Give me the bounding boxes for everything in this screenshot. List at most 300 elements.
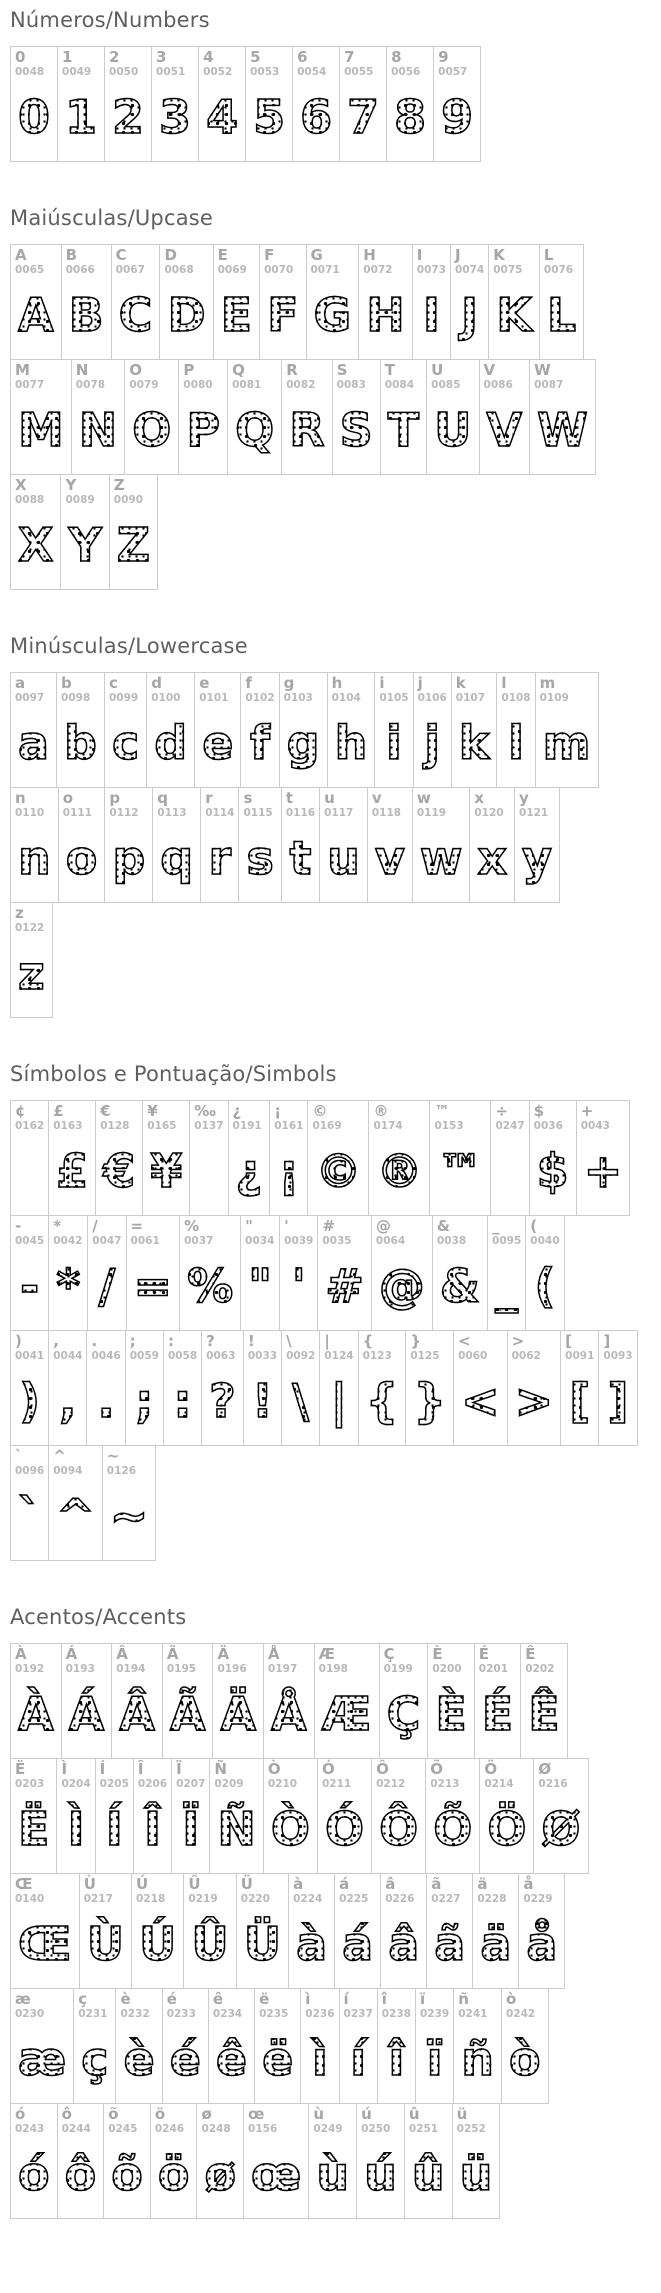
dotted-glyph: Ñ	[217, 1802, 256, 1856]
char-code: 0034	[245, 1235, 275, 1247]
char-row	[10, 672, 599, 788]
char-label: ¿	[232, 1102, 242, 1120]
char-label: W	[534, 361, 551, 379]
glyph-cell	[61, 475, 109, 589]
glyph-box	[184, 1248, 236, 1324]
char-label: j	[417, 674, 423, 692]
glyph-cell	[359, 245, 413, 359]
char-label: _	[492, 1217, 500, 1235]
dotted-glyph: Œ	[18, 1917, 72, 1971]
char-code: 0226	[385, 1893, 415, 1905]
char-label: O	[129, 361, 143, 379]
dotted-glyph: á	[342, 1917, 374, 1971]
dotted-glyph: ™	[437, 1144, 484, 1198]
char-label: Ú	[136, 1875, 149, 1893]
glyph-box	[91, 1363, 120, 1439]
char-code: 0163	[53, 1120, 83, 1132]
char-code: 0052	[203, 66, 233, 78]
glyph-cell	[132, 1874, 184, 1988]
char-code: 0251	[408, 2123, 439, 2135]
glyph-box	[65, 507, 104, 583]
char-label: V	[483, 361, 496, 379]
glyph-cell	[282, 1331, 320, 1445]
glyph-cell	[228, 360, 282, 474]
glyph-cell	[427, 360, 479, 474]
char-row	[10, 1758, 589, 1874]
char-label: ñ	[458, 1990, 469, 2008]
char-label: g	[283, 674, 295, 692]
char-label: È	[432, 1645, 443, 1663]
glyph-box	[62, 79, 100, 155]
glyph-box	[525, 1676, 562, 1752]
glyph-box	[420, 2021, 449, 2097]
char-row	[10, 474, 158, 590]
dotted-glyph: y	[522, 831, 553, 885]
char-code: 0059	[129, 1350, 159, 1362]
glyph-box	[120, 2021, 157, 2097]
char-code: 0239	[420, 2008, 450, 2020]
char-label: ¡	[274, 1102, 282, 1120]
glyph-box	[214, 1791, 259, 1867]
char-code: 0210	[267, 1778, 298, 1790]
char-label: H	[363, 246, 376, 264]
char-code: 0227	[431, 1893, 461, 1905]
char-code: 0070	[264, 264, 294, 276]
char-label: ^	[53, 1447, 66, 1465]
char-code: 0080	[183, 379, 213, 391]
char-code: 0090	[113, 494, 144, 506]
dotted-glyph: +	[583, 1144, 623, 1198]
char-label: m	[539, 674, 556, 692]
char-code: 0200	[432, 1663, 462, 1675]
glyph-box	[15, 820, 54, 896]
glyph-box	[15, 79, 53, 155]
glyph-cell	[282, 360, 332, 474]
char-code: 0103	[283, 692, 313, 704]
dotted-glyph: È	[435, 1687, 467, 1741]
dotted-glyph: d	[154, 716, 188, 770]
char-label: =	[130, 1217, 144, 1235]
glyph-cell	[260, 245, 306, 359]
dotted-glyph: r	[208, 831, 232, 885]
dotted-glyph: S	[339, 403, 373, 457]
char-label: +	[580, 1102, 594, 1120]
char-label: P	[183, 361, 195, 379]
char-table	[10, 244, 661, 590]
char-code: 0199	[383, 1663, 413, 1675]
dotted-glyph: Ö	[487, 1802, 527, 1856]
glyph-cell	[480, 1759, 534, 1873]
dotted-glyph: B	[68, 288, 104, 342]
char-code: 0053	[250, 66, 280, 78]
glyph-cell	[428, 1644, 474, 1758]
glyph-box	[63, 820, 101, 896]
dotted-glyph: Æ	[321, 1687, 372, 1741]
glyph-box	[109, 79, 147, 155]
char-label: y	[519, 789, 529, 807]
glyph-cell	[413, 788, 471, 902]
glyph-cell	[57, 673, 105, 787]
glyph-box	[147, 1133, 185, 1209]
dotted-glyph: C	[118, 288, 153, 342]
dotted-glyph: ç	[81, 2032, 109, 2086]
char-code: 0244	[61, 2123, 91, 2135]
glyph-box	[233, 1133, 266, 1209]
char-code: 0224	[293, 1893, 323, 1905]
char-code: 0121	[519, 807, 549, 819]
char-label: }	[410, 1332, 421, 1350]
char-row	[10, 1873, 565, 1989]
char-label: l	[501, 674, 507, 692]
dotted-glyph: Ë	[18, 1802, 50, 1856]
glyph-cell	[413, 245, 451, 359]
dotted-glyph: O	[132, 403, 172, 457]
dotted-glyph: Ó	[324, 1802, 365, 1856]
char-code: 0091	[565, 1350, 595, 1362]
glyph-box	[15, 2136, 53, 2212]
glyph-box	[129, 392, 174, 468]
dotted-glyph: V	[486, 403, 523, 457]
glyph-cell	[309, 2104, 357, 2218]
char-label: ú	[361, 2105, 372, 2123]
char-code: 0061	[130, 1235, 160, 1247]
dotted-glyph: î	[388, 2032, 405, 2086]
glyph-box	[183, 392, 223, 468]
glyph-cell	[143, 1101, 190, 1215]
glyph-cell	[88, 1216, 126, 1330]
glyph-box	[100, 1791, 129, 1867]
glyph-section	[10, 1062, 661, 1561]
glyph-cell	[454, 1331, 508, 1445]
char-code: 0076	[543, 264, 574, 276]
dotted-glyph: 3	[159, 90, 192, 144]
char-label: ø	[201, 2105, 212, 2123]
char-code: 0247	[495, 1120, 525, 1132]
char-code: 0074	[455, 264, 485, 276]
glyph-cell	[405, 2104, 453, 2218]
glyph-cell	[80, 1874, 132, 1988]
char-code: 0205	[99, 1778, 129, 1790]
dotted-glyph: !	[251, 1374, 273, 1428]
dotted-glyph: p	[112, 831, 146, 885]
dotted-glyph: Ô	[379, 1802, 419, 1856]
dotted-glyph: W	[537, 403, 588, 457]
char-label: >	[511, 1332, 525, 1350]
dotted-glyph: ô	[64, 2147, 97, 2201]
char-code: 0198	[318, 1663, 348, 1675]
glyph-box	[109, 820, 148, 896]
char-code: 0088	[15, 494, 45, 506]
char-code: 0087	[534, 379, 564, 391]
char-code: 0219	[188, 1893, 218, 1905]
dotted-glyph: è	[123, 2032, 155, 2086]
dotted-glyph: 2	[112, 90, 145, 144]
dotted-glyph: P	[186, 403, 221, 457]
char-code: 0069	[217, 264, 247, 276]
dotted-glyph: Ï	[182, 1802, 200, 1856]
glyph-cell	[315, 1644, 380, 1758]
dotted-glyph: R	[289, 403, 325, 457]
glyph-cell	[318, 1759, 372, 1873]
dotted-glyph: ?	[209, 1374, 236, 1428]
char-code: 0056	[391, 66, 421, 78]
glyph-box	[417, 277, 446, 353]
char-code: 0037	[184, 1235, 214, 1247]
glyph-box	[501, 705, 530, 781]
dotted-glyph: Ä	[220, 1687, 257, 1741]
char-code: 0111	[62, 807, 92, 819]
dotted-glyph: 7	[347, 90, 380, 144]
dotted-glyph: _	[495, 1259, 519, 1313]
char-code: 0202	[525, 1663, 555, 1675]
char-code: 0206	[137, 1778, 168, 1790]
glyph-box	[15, 1906, 75, 1982]
char-label: Ø	[538, 1760, 552, 1778]
glyph-cell	[126, 1331, 164, 1445]
glyph-box	[305, 2021, 334, 2097]
glyph-cell	[270, 1101, 308, 1215]
dotted-glyph: #	[325, 1259, 364, 1313]
dotted-glyph: e	[202, 716, 234, 770]
char-label: L	[543, 246, 554, 264]
dotted-glyph: k	[458, 716, 490, 770]
glyph-box	[540, 705, 594, 781]
glyph-box	[61, 1791, 90, 1867]
char-label: ï	[420, 1990, 426, 2008]
dotted-glyph: 4	[206, 90, 239, 144]
glyph-cell	[453, 2104, 500, 2218]
glyph-box	[167, 2021, 204, 2097]
char-table	[10, 46, 661, 162]
glyph-box	[248, 1363, 277, 1439]
dotted-glyph: T	[387, 403, 420, 457]
char-code: 0114	[205, 807, 235, 819]
char-label: $	[533, 1102, 545, 1120]
char-label: ®	[373, 1102, 389, 1120]
char-label: .	[91, 1332, 98, 1350]
char-code: 0125	[410, 1350, 440, 1362]
char-label: Z	[113, 476, 125, 494]
dotted-glyph: f	[250, 716, 271, 770]
char-code: 0044	[53, 1350, 83, 1362]
glyph-box	[495, 1133, 524, 1209]
char-label: ù	[313, 2105, 325, 2123]
glyph-box	[66, 277, 107, 353]
char-label: &	[436, 1217, 451, 1235]
glyph-cell	[11, 245, 62, 359]
char-code: 0097	[15, 692, 45, 704]
char-label: Ã	[166, 1645, 179, 1663]
dotted-glyph: 6	[300, 90, 333, 144]
char-label: x	[474, 789, 485, 807]
dotted-glyph: ì	[312, 2032, 328, 2086]
glyph-box	[385, 392, 422, 468]
glyph-cell	[470, 788, 515, 902]
char-label: w	[416, 789, 431, 807]
glyph-cell	[213, 1644, 264, 1758]
char-code: 0140	[15, 1893, 45, 1905]
glyph-box	[512, 1363, 557, 1439]
glyph-box	[286, 820, 315, 896]
char-row	[10, 1215, 565, 1331]
dotted-glyph: l	[508, 716, 524, 770]
glyph-box	[376, 1791, 421, 1867]
char-code: 0213	[430, 1778, 460, 1790]
glyph-cell	[116, 1989, 162, 2103]
dotted-glyph: N	[78, 403, 118, 457]
char-code: 0118	[371, 807, 402, 819]
char-code: 0242	[505, 2008, 536, 2020]
glyph-box	[311, 277, 355, 353]
char-code: 0207	[176, 1778, 206, 1790]
char-label: Ö	[484, 1760, 498, 1778]
dotted-glyph: [	[569, 1374, 591, 1428]
dotted-glyph: ¡	[278, 1144, 300, 1198]
glyph-box	[15, 1248, 44, 1324]
char-code: 0095	[492, 1235, 522, 1247]
char-label: É	[478, 1645, 490, 1663]
dotted-glyph	[28, 1169, 32, 1173]
glyph-cell	[11, 903, 52, 1017]
char-code: 0073	[416, 264, 446, 276]
dotted-glyph: Ú	[139, 1917, 177, 1971]
char-label: Œ	[15, 1875, 33, 1893]
glyph-cell	[244, 2104, 309, 2218]
glyph-box	[322, 1248, 367, 1324]
glyph-cell	[318, 1216, 372, 1330]
char-label: n	[15, 789, 26, 807]
char-label: <	[458, 1332, 471, 1350]
glyph-cell	[180, 1216, 241, 1330]
dotted-glyph: 1	[65, 90, 98, 144]
glyph-box	[418, 705, 447, 781]
char-label: D	[164, 246, 177, 264]
char-code: 0072	[363, 264, 393, 276]
char-label: k	[455, 674, 466, 692]
dotted-glyph: 0	[18, 90, 51, 144]
glyph-cell	[163, 1644, 214, 1758]
glyph-cell	[49, 1216, 88, 1330]
dotted-glyph: {	[365, 1374, 399, 1428]
glyph-box	[116, 277, 156, 353]
char-code: 0086	[483, 379, 513, 391]
glyph-box	[484, 392, 526, 468]
char-code: 0075	[493, 264, 523, 276]
char-code: 0194	[116, 1663, 146, 1675]
char-code: 0122	[15, 922, 45, 934]
glyph-cell	[11, 1331, 49, 1445]
dotted-glyph: ,	[59, 1374, 77, 1428]
char-label: %	[184, 1217, 200, 1235]
glyph-cell	[473, 1874, 519, 1988]
char-code: 0193	[65, 1663, 95, 1675]
char-code: 0050	[109, 66, 139, 78]
char-code: 0113	[157, 807, 187, 819]
glyph-box	[155, 2136, 193, 2212]
char-code: 0049	[62, 66, 92, 78]
section-title: Números/Numbers	[10, 8, 210, 32]
dotted-glyph: X	[18, 518, 54, 572]
dotted-glyph: c	[111, 716, 140, 770]
glyph-box	[61, 705, 100, 781]
char-label: K	[493, 246, 505, 264]
glyph-box	[322, 1791, 367, 1867]
dotted-glyph: ¥	[150, 1144, 183, 1198]
glyph-box	[201, 2136, 239, 2212]
glyph-cell	[201, 788, 239, 902]
char-code: 0234	[212, 2008, 243, 2020]
dotted-glyph: E	[220, 288, 253, 342]
glyph-cell	[308, 1101, 369, 1215]
char-code: 0054	[297, 66, 327, 78]
dotted-glyph: h	[334, 716, 368, 770]
glyph-box	[492, 1248, 521, 1324]
char-code: 0046	[91, 1350, 121, 1362]
char-label: Ï	[176, 1760, 182, 1778]
glyph-box	[344, 79, 382, 155]
dotted-glyph: Í	[105, 1802, 123, 1856]
glyph-box	[458, 2021, 497, 2097]
charmap-page	[10, 8, 661, 2219]
char-code: 0217	[83, 1893, 113, 1905]
glyph-box	[203, 79, 241, 155]
glyph-box	[205, 820, 234, 896]
dotted-glyph: €	[103, 1144, 136, 1198]
char-label: 8	[391, 48, 402, 66]
char-label: 5	[250, 48, 261, 66]
char-row	[10, 46, 481, 162]
char-label: @	[375, 1217, 391, 1235]
dotted-glyph: t	[289, 831, 312, 885]
glyph-cell	[427, 1874, 473, 1988]
dotted-glyph: |	[330, 1374, 348, 1428]
glyph-box	[156, 79, 194, 155]
char-code: 0110	[15, 807, 45, 819]
char-label: )	[15, 1332, 22, 1350]
char-label: *	[53, 1217, 62, 1235]
char-code: 0209	[214, 1778, 244, 1790]
char-label: #	[322, 1217, 335, 1235]
char-code: 0033	[247, 1350, 278, 1362]
char-label: Ù	[83, 1875, 96, 1893]
dotted-glyph: é	[169, 2032, 201, 2086]
char-label: Ô	[376, 1760, 389, 1778]
dotted-glyph: :	[173, 1374, 192, 1428]
glyph-cell	[340, 47, 387, 161]
glyph-box	[168, 1363, 197, 1439]
glyph-cell	[147, 673, 195, 787]
dotted-glyph: Ù	[86, 1917, 125, 1971]
glyph-cell	[190, 1101, 228, 1215]
glyph-cell	[414, 673, 452, 787]
glyph-cell	[112, 245, 161, 359]
glyph-box	[534, 1133, 572, 1209]
char-code: 0082	[286, 379, 316, 391]
char-label: :	[167, 1332, 174, 1350]
glyph-cell	[452, 673, 498, 787]
char-code: 0040	[530, 1235, 560, 1247]
glyph-box	[138, 1791, 167, 1867]
char-code: 0096	[15, 1465, 45, 1477]
dotted-glyph: %	[187, 1259, 234, 1313]
char-label: Á	[65, 1645, 78, 1663]
glyph-cell	[301, 1989, 339, 2103]
glyph-box	[293, 1906, 330, 1982]
dotted-glyph: $	[536, 1144, 569, 1198]
char-label: [	[565, 1332, 573, 1350]
glyph-cell	[406, 1331, 454, 1445]
dotted-glyph: ö	[157, 2147, 190, 2201]
